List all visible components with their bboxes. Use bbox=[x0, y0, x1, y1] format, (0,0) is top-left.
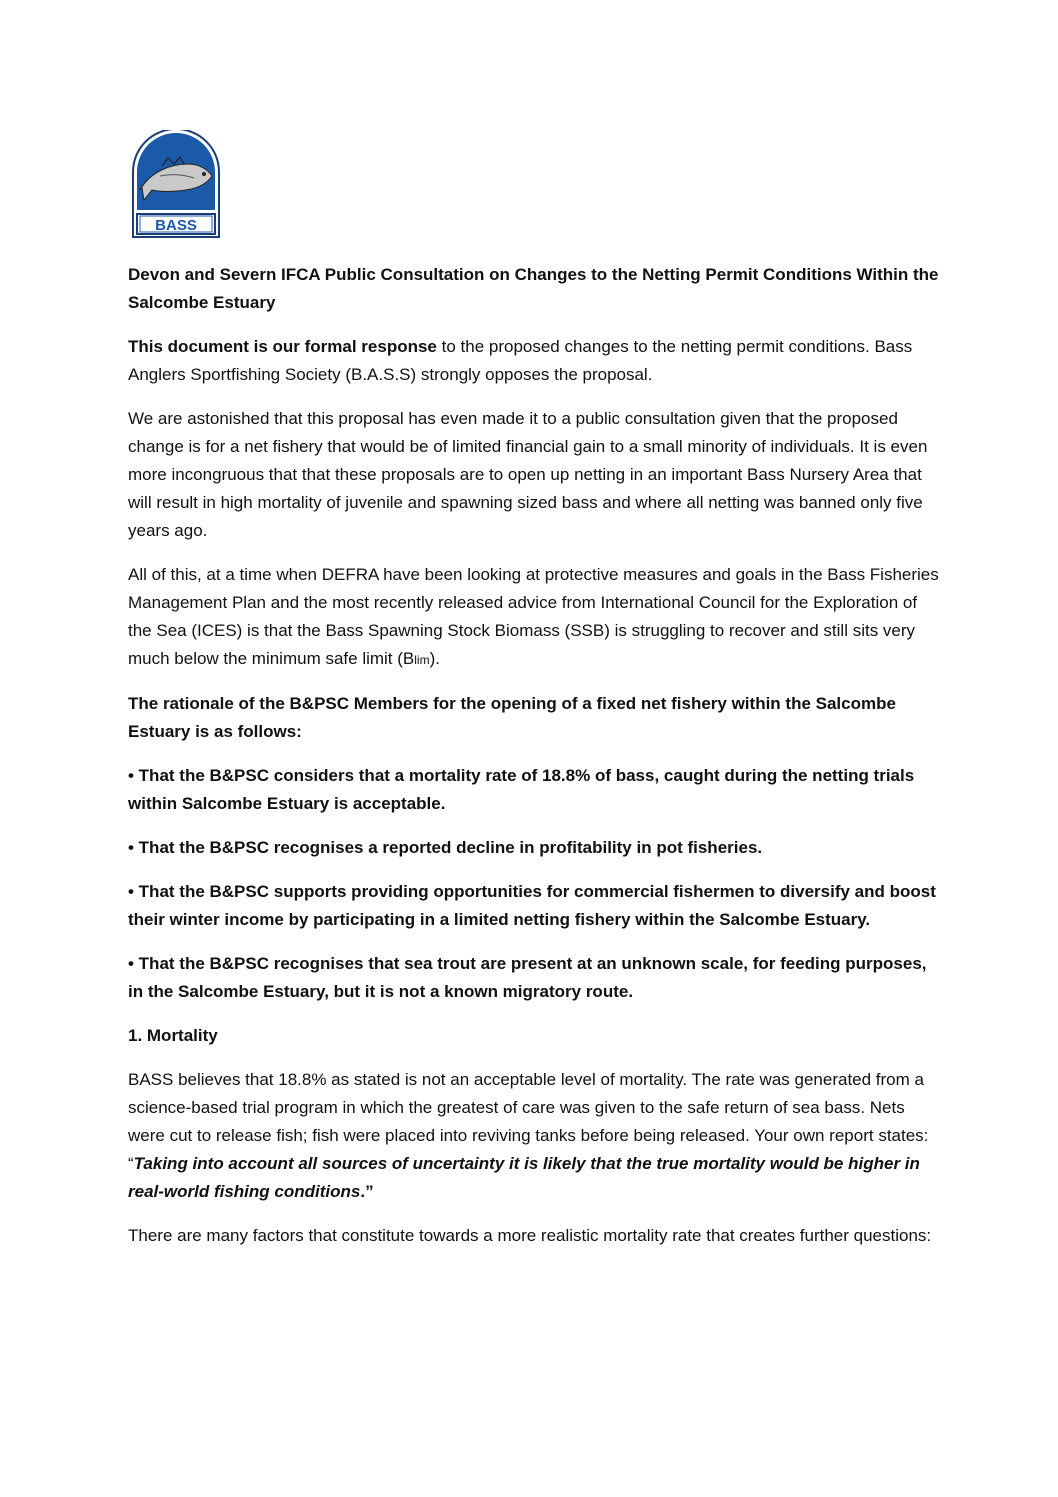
mortality-quote: Taking into account all sources of uncertainty it is likely that the true mortality would be higher in real-world fishing conditions bbox=[128, 1154, 920, 1201]
rationale-heading: The rationale of the B&PSC Members for the opening of a fixed net fishery within the Salcombe Estuary is as follows: bbox=[128, 694, 896, 741]
blim-subscript: lim bbox=[414, 653, 430, 667]
defra-text: All of this, at a time when DEFRA have been looking at protective measures and goals in the Bass Fisheries Management Plan and the most recently released advice from International Council for the Exploration of the Sea (ICES) is that the Bass Spawning Stock Biomass (SSB) is struggling to recover and still sits very much below the minimum safe limit (B bbox=[128, 565, 939, 668]
mortality-text: BASS believes that 18.8% as stated is not an acceptable level of mortality. The rate was generated from a science-based trial program in which the greatest of care was given to the safe return of sea bass. Nets were cut to release fish; fish were placed into reviving tanks before being released. Your own report states: “ bbox=[128, 1070, 929, 1173]
intro-paragraph bbox=[128, 333, 943, 389]
paragraph-factors: There are many factors that constitute towards a more realistic mortality rate that creates further questions: bbox=[128, 1226, 932, 1245]
bullet-sea-trout: • That the B&PSC recognises that sea trout are present at an unknown scale, for feeding purposes, in the Salcombe Estuary, but it is not a known migratory route. bbox=[128, 954, 927, 1001]
logo-text: BASS bbox=[155, 217, 197, 234]
paragraph-astonished: We are astonished that this proposal has even made it to a public consultation given that the proposed change is for a net fishery that would be of limited financial gain to a small minority of individuals. It is even more incongruous that that these proposals are to open up netting in an important Bass Nursery Area that will result in high mortality of juvenile and spawning sized bass and where all netting was banned only five years ago. bbox=[128, 409, 928, 540]
mortality-quote-end: .” bbox=[360, 1182, 374, 1201]
document-body bbox=[128, 261, 943, 1266]
section-heading-mortality: 1. Mortality bbox=[128, 1026, 218, 1045]
intro-lead: This document is our formal response bbox=[128, 337, 437, 356]
paragraph-mortality bbox=[128, 1066, 943, 1206]
bullet-mortality-rate: • That the B&PSC considers that a mortality rate of 18.8% of bass, caught during the netting trials within Salcombe Estuary is acceptable. bbox=[128, 766, 915, 813]
intro-rest: to the proposed changes to the netting permit conditions. Bass Anglers Sportfishing Society (B.A.S.S) strongly opposes the proposal. bbox=[128, 337, 913, 384]
defra-end: ). bbox=[429, 649, 440, 668]
bullet-pot-fisheries: • That the B&PSC recognises a reported decline in profitability in pot fisheries. bbox=[128, 838, 763, 857]
bass-logo bbox=[130, 130, 222, 240]
paragraph-defra bbox=[128, 561, 943, 674]
document-title: Devon and Severn IFCA Public Consultation on Changes to the Netting Permit Conditions Within the Salcombe Estuary bbox=[128, 265, 939, 312]
bullet-diversify: • That the B&PSC supports providing opportunities for commercial fishermen to diversify and boost their winter income by participating in a limited netting fishery within the Salcombe Estuary. bbox=[128, 882, 936, 929]
